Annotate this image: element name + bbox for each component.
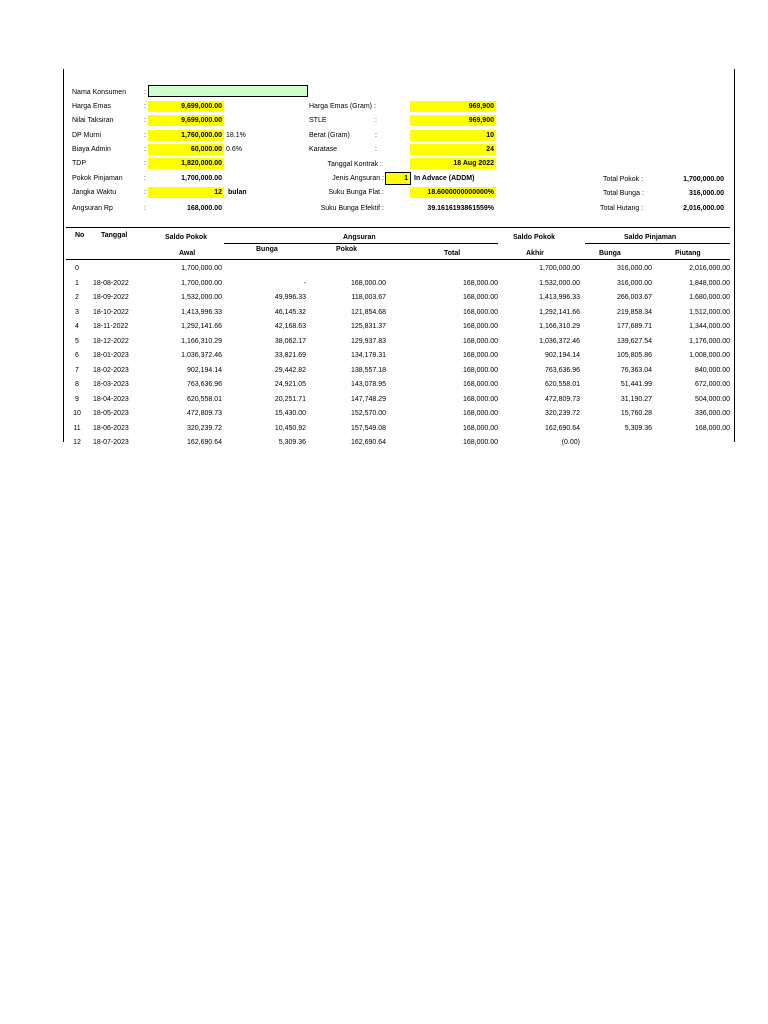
angsuran-rp-value: 168,000.00 (186, 205, 222, 212)
cell-saldo-akhir: (0.00) (561, 439, 580, 446)
cell-no: 11 (73, 424, 81, 432)
total-pokok-value: 1,700,000.00 (683, 176, 724, 183)
total-bunga-value: 316,000.00 (688, 190, 724, 197)
cell-saldo-awal: 902,194.14 (186, 366, 222, 374)
cell-saldo-awal: 1,036,372.46 (181, 352, 222, 359)
cell-piutang: 1,344,000.00 (689, 323, 730, 330)
cell-no: 6 (75, 352, 79, 359)
cell-bunga: 24,921.05 (274, 381, 306, 388)
label-total-pokok: Total Pokok : (603, 176, 644, 183)
total-hutang-value: 2,016,000.00 (683, 205, 724, 212)
header-bottom-border (66, 259, 730, 260)
tdp-value: 1,820,000.00 (181, 160, 222, 167)
nilai-taksiran-value: 9,699,000.00 (181, 117, 222, 124)
th-pokok: Pokok (336, 246, 358, 253)
cell-total: 168,000.00 (462, 439, 498, 446)
cell-tanggal: 18-08-2022 (93, 279, 129, 287)
table-row (66, 422, 730, 437)
pokok-pinjaman-value: 1,700,000.00 (181, 175, 222, 182)
label-harga-emas: Harga Emas (72, 103, 111, 110)
dp-murni-value: 1,760,000.00 (181, 132, 222, 139)
cell-bunga (222, 262, 306, 277)
cell-pokok: 147,748.29 (350, 395, 386, 403)
label-harga-emas-gram: Harga Emas (Gram) : (309, 103, 376, 110)
sep: : (375, 132, 377, 139)
cell-total: 168,000.00 (462, 410, 498, 417)
nama-konsumen-input[interactable] (148, 85, 308, 97)
th-no: No (75, 232, 85, 239)
th-saldo-pokok-akhir: Saldo Pokok (513, 234, 556, 241)
cell-bunga: 33,821.69 (274, 352, 306, 359)
cell-saldo-awal: 162,690.64 (186, 439, 222, 446)
label-jenis-angsuran: Jenis Angsuran : (332, 175, 384, 182)
cell-bunga: 46,145.32 (274, 308, 306, 316)
cell-tanggal: 18-04-2023 (93, 395, 129, 403)
table-row (66, 320, 730, 335)
cell-piutang (652, 436, 730, 451)
cell-saldo-akhir: 1,413,996.33 (539, 294, 580, 301)
cell-no: 3 (75, 308, 79, 316)
cell-total: 168,000.00 (462, 424, 498, 432)
cell-no: 10 (73, 410, 81, 417)
cell-pokok: 162,690.64 (350, 439, 386, 446)
cell-pokok: 118,003.67 (351, 294, 386, 301)
cell-saldo-akhir: 1,292,141.66 (539, 308, 580, 316)
table-row (66, 378, 730, 393)
stle-value: 969,900 (468, 117, 494, 124)
label-suku-bunga-flat: Suku Bunga Flat : (328, 189, 384, 196)
cell-bunga: 29,442.82 (274, 366, 306, 374)
table-row (66, 407, 730, 422)
table-row (66, 262, 730, 277)
table-row (66, 393, 730, 408)
cell-pokok: 134,178.31 (350, 352, 386, 359)
sep: : (144, 205, 146, 212)
cell-piutang: 672,000.00 (694, 381, 730, 388)
sep: : (144, 146, 146, 153)
page-left-border (63, 69, 64, 442)
schedule-table (66, 262, 730, 451)
table-row (66, 364, 730, 379)
cell-pokok: 143,078.95 (350, 381, 386, 388)
label-jangka-waktu: Jangka Waktu (72, 189, 117, 196)
cell-saldo-awal: 763,636.96 (186, 381, 222, 388)
cell-piutang: 1,512,000.00 (689, 308, 730, 316)
cell-bunga-pinjaman: 316,000.00 (616, 265, 652, 272)
cell-total: 168,000.00 (462, 366, 498, 374)
cell-tanggal: 18-11-2022 (93, 323, 129, 330)
cell-saldo-awal: 620,558.01 (186, 395, 222, 403)
cell-tanggal: 18-12-2022 (93, 337, 129, 345)
sep: : (144, 160, 146, 167)
cell-pokok: 152,570.00 (350, 410, 386, 417)
cell-pokok: 157,549.08 (350, 424, 386, 432)
label-total-bunga: Total Bunga : (603, 190, 644, 197)
label-suku-bunga-efektif: Suku Bunga Efektif : (320, 205, 384, 212)
table-row (66, 349, 730, 364)
cell-piutang: 336,000.00 (694, 410, 730, 417)
cell-bunga: 20,251.71 (274, 395, 306, 403)
cell-saldo-awal: 1,700,000.00 (181, 265, 222, 272)
cell-saldo-awal: 1,166,310.29 (181, 337, 222, 345)
th-piutang: Piutang (675, 250, 701, 257)
jenis-angsuran-code: 1 (404, 175, 408, 182)
cell-bunga-pinjaman: 76,363.04 (620, 366, 652, 374)
cell-saldo-akhir: 1,700,000.00 (539, 265, 580, 272)
cell-saldo-akhir: 902,194.14 (544, 352, 580, 359)
cell-bunga: 15,430.00 (274, 410, 306, 417)
cell-piutang: 504,000.00 (694, 395, 730, 403)
cell-piutang: 1,176,000.00 (689, 337, 730, 345)
sep: : (144, 189, 146, 196)
cell-saldo-akhir: 1,166,310.29 (539, 323, 580, 330)
label-nama-konsumen: Nama Konsumen (72, 89, 127, 96)
table-row (66, 277, 730, 292)
cell-piutang: 1,848,000.00 (689, 279, 730, 287)
cell-total: 168,000.00 (462, 308, 498, 316)
cell-saldo-awal: 1,532,000.00 (181, 294, 222, 301)
cell-saldo-awal: 472,809.73 (186, 410, 222, 417)
table-row (66, 335, 730, 350)
label-dp-murni: DP Murni (72, 132, 102, 139)
cell-piutang: 1,680,000.00 (689, 294, 730, 301)
cell-no: 1 (75, 279, 79, 287)
cell-tanggal: 18-10-2022 (93, 308, 129, 316)
label-nilai-taksiran: Nilai Taksiran (72, 117, 114, 124)
jangka-waktu-unit: bulan (228, 189, 247, 196)
label-total-hutang: Total Hutang : (600, 205, 644, 212)
label-pokok-pinjaman: Pokok Pinjaman (72, 175, 123, 182)
cell-bunga: 5,309.36 (278, 439, 306, 446)
table-top-border (66, 227, 730, 228)
th-total: Total (444, 250, 461, 257)
sep: : (144, 132, 146, 139)
cell-bunga-pinjaman: 5,309.36 (624, 424, 652, 432)
cell-bunga: 49,996.33 (274, 294, 306, 301)
th-bunga: Bunga (256, 246, 278, 253)
jenis-angsuran-value: In Advace (ADDM) (414, 175, 475, 182)
cell-bunga: 38,062.17 (274, 337, 306, 345)
sep: : (144, 117, 146, 124)
cell-piutang: 1,008,000.00 (689, 352, 730, 359)
cell-saldo-awal: 1,700,000.00 (181, 279, 222, 287)
cell-total (386, 262, 498, 277)
cell-tanggal: 18-02-2023 (93, 366, 129, 374)
jangka-waktu-value: 12 (214, 189, 222, 196)
cell-pokok: 138,557.18 (350, 366, 386, 374)
page-right-border (734, 69, 735, 442)
cell-no: 0 (75, 265, 79, 272)
sep: : (144, 103, 146, 110)
th-awal: Awal (179, 250, 196, 257)
th-bunga-2: Bunga (599, 250, 621, 257)
cell-no: 12 (73, 439, 81, 446)
biaya-admin-value: 60,000.00 (190, 146, 222, 153)
dp-murni-pct: 18.1% (226, 132, 246, 139)
cell-bunga-pinjaman: 105,805.86 (616, 352, 652, 359)
cell-saldo-akhir: 320,239.72 (544, 410, 580, 417)
header-sub-border-2 (585, 243, 730, 244)
cell-tanggal: 18-07-2023 (93, 439, 129, 446)
cell-no: 9 (75, 395, 79, 403)
berat-value: 10 (486, 132, 494, 139)
sep: : (375, 117, 377, 124)
label-karatase: Karatase (309, 146, 338, 153)
cell-total: 168,000.00 (462, 323, 498, 330)
cell-bunga-pinjaman: 177,689.71 (616, 323, 652, 330)
th-saldo-pinjaman: Saldo Pinjaman (624, 234, 677, 241)
cell-piutang: 2,016,000.00 (689, 265, 730, 272)
harga-emas-gram-value: 969,900 (468, 103, 494, 110)
cell-total: 168,000.00 (462, 395, 498, 403)
th-saldo-pokok: Saldo Pokok (165, 234, 208, 241)
sep: : (144, 175, 146, 182)
cell-saldo-akhir: 620,558.01 (544, 381, 580, 388)
cell-pokok (306, 262, 386, 277)
cell-saldo-awal: 1,413,996.33 (181, 308, 222, 316)
label-berat: Berat (Gram) (309, 132, 350, 139)
cell-saldo-akhir: 472,809.73 (544, 395, 580, 403)
label-tanggal-kontrak: Tanggal Kontrak : (327, 161, 382, 168)
cell-total: 168,000.00 (462, 381, 498, 388)
cell-pokok: 168,000.00 (350, 279, 386, 287)
table-row (66, 291, 730, 306)
cell-total: 168,000.00 (462, 294, 498, 301)
cell-pokok: 129,937.83 (350, 337, 386, 345)
cell-saldo-akhir: 1,036,372.46 (539, 337, 580, 345)
karatase-value: 24 (486, 146, 494, 153)
cell-no: 4 (75, 323, 79, 330)
label-angsuran-rp: Angsuran Rp (72, 205, 113, 212)
cell-no: 8 (75, 381, 79, 388)
cell-bunga-pinjaman: 219,858.34 (616, 308, 652, 316)
th-akhir: Akhir (526, 250, 544, 257)
tanggal-kontrak-value: 18 Aug 2022 (453, 160, 494, 167)
cell-bunga: - (303, 279, 306, 287)
cell-no: 7 (75, 366, 79, 374)
cell-saldo-akhir: 763,636.96 (544, 366, 580, 374)
cell-bunga-pinjaman: 31,190.27 (620, 395, 652, 403)
cell-tanggal: 18-03-2023 (93, 381, 129, 388)
cell-no: 2 (75, 294, 79, 301)
cell-tanggal: 18-06-2023 (93, 424, 129, 432)
cell-bunga-pinjaman: 266,003.67 (616, 294, 652, 301)
cell-tanggal: 18-09-2022 (93, 294, 129, 301)
suku-bunga-efektif-value: 39.1616193861559% (427, 205, 494, 212)
cell-tanggal (88, 262, 146, 277)
cell-piutang: 840,000.00 (694, 366, 730, 374)
cell-pokok: 121,854.68 (350, 308, 386, 316)
cell-total: 168,000.00 (462, 279, 498, 287)
cell-bunga-pinjaman: 139,627.54 (616, 337, 652, 345)
th-tanggal: Tanggal (101, 232, 128, 239)
th-angsuran: Angsuran (343, 234, 376, 241)
cell-bunga-pinjaman: 15,760.28 (620, 410, 652, 417)
label-tdp: TDP (72, 160, 86, 167)
cell-no: 5 (75, 337, 79, 345)
cell-saldo-akhir: 162,690.64 (544, 424, 580, 432)
sep: : (375, 146, 377, 153)
cell-saldo-awal: 1,292,141.66 (181, 323, 222, 330)
cell-bunga-pinjaman: 51,441.99 (620, 381, 652, 388)
harga-emas-value: 9,699,000.00 (181, 103, 222, 110)
cell-bunga: 42,168.63 (274, 323, 306, 330)
label-stle: STLE (309, 117, 327, 124)
cell-piutang: 168,000.00 (694, 424, 730, 432)
table-row (66, 436, 730, 451)
cell-bunga: 10,450.92 (274, 424, 306, 432)
cell-tanggal: 18-05-2023 (93, 410, 129, 417)
cell-total: 168,000.00 (462, 337, 498, 345)
label-biaya-admin: Biaya Admin (72, 146, 111, 153)
sep: : (144, 89, 146, 96)
biaya-admin-pct: 0.6% (226, 146, 242, 153)
cell-saldo-akhir: 1,532,000.00 (539, 279, 580, 287)
cell-bunga-pinjaman: 316,000.00 (616, 279, 652, 287)
cell-tanggal: 18-01-2023 (93, 352, 129, 359)
suku-bunga-flat-value: 18.6000000000000% (427, 189, 494, 196)
cell-bunga-pinjaman (580, 436, 652, 451)
cell-pokok: 125,831.37 (350, 323, 386, 330)
cell-saldo-awal: 320,239.72 (186, 424, 222, 432)
cell-total: 168,000.00 (462, 352, 498, 359)
table-row (66, 306, 730, 321)
